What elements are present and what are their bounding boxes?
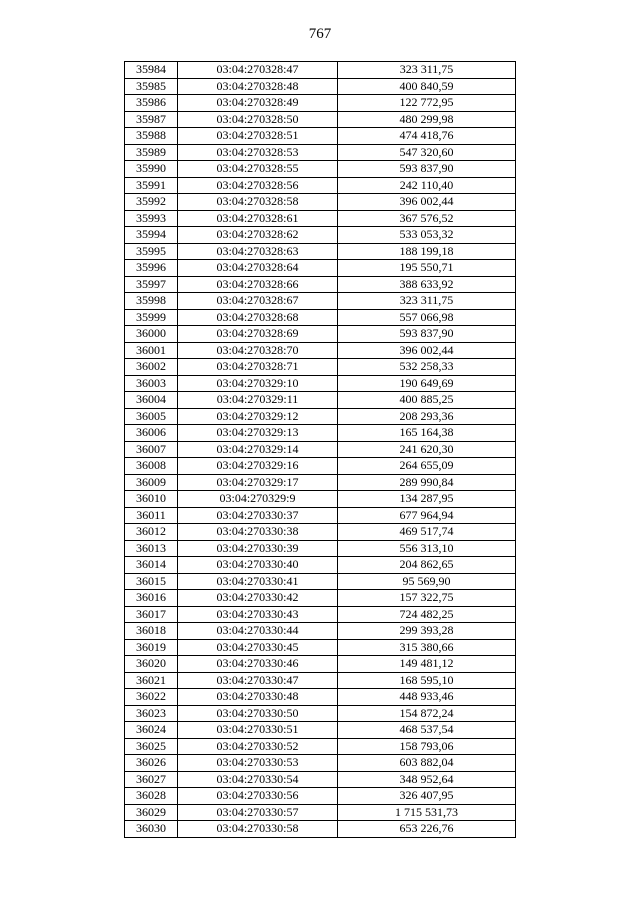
- cadastral-number-cell: 03:04:270330:47: [178, 672, 338, 689]
- table-row: [125, 144, 516, 161]
- row-number-cell: 35988: [125, 128, 178, 145]
- value-cell: 323 311,75: [338, 62, 516, 79]
- table-row: [125, 408, 516, 425]
- cadastral-number-cell: 03:04:270330:57: [178, 804, 338, 821]
- cadastral-number-cell: 03:04:270328:47: [178, 62, 338, 79]
- row-number-cell: 36011: [125, 507, 178, 524]
- row-number-cell: 36008: [125, 458, 178, 475]
- value-cell: 547 320,60: [338, 144, 516, 161]
- cadastral-number-cell: 03:04:270330:50: [178, 705, 338, 722]
- cadastral-number-cell: 03:04:270329:14: [178, 441, 338, 458]
- cadastral-table: [124, 61, 516, 838]
- row-number-cell: 35984: [125, 62, 178, 79]
- cadastral-number-cell: 03:04:270328:56: [178, 177, 338, 194]
- value-cell: 315 380,66: [338, 639, 516, 656]
- row-number-cell: 36004: [125, 392, 178, 409]
- row-number-cell: 35986: [125, 95, 178, 112]
- value-cell: 195 550,71: [338, 260, 516, 277]
- value-cell: 400 840,59: [338, 78, 516, 95]
- cadastral-number-cell: 03:04:270328:51: [178, 128, 338, 145]
- cadastral-number-cell: 03:04:270328:67: [178, 293, 338, 310]
- row-number-cell: 36025: [125, 738, 178, 755]
- value-cell: 323 311,75: [338, 293, 516, 310]
- cadastral-number-cell: 03:04:270328:49: [178, 95, 338, 112]
- value-cell: 348 952,64: [338, 771, 516, 788]
- value-cell: 122 772,95: [338, 95, 516, 112]
- table-row: [125, 672, 516, 689]
- row-number-cell: 35999: [125, 309, 178, 326]
- row-number-cell: 36005: [125, 408, 178, 425]
- table-row: [125, 293, 516, 310]
- row-number-cell: 36012: [125, 524, 178, 541]
- value-cell: 480 299,98: [338, 111, 516, 128]
- cadastral-number-cell: 03:04:270330:48: [178, 689, 338, 706]
- row-number-cell: 36007: [125, 441, 178, 458]
- value-cell: 400 885,25: [338, 392, 516, 409]
- value-cell: 396 002,44: [338, 194, 516, 211]
- row-number-cell: 36003: [125, 375, 178, 392]
- table-row: [125, 210, 516, 227]
- cadastral-number-cell: 03:04:270329:13: [178, 425, 338, 442]
- table-row: [125, 95, 516, 112]
- value-cell: 326 407,95: [338, 788, 516, 805]
- table-row: [125, 342, 516, 359]
- row-number-cell: 36014: [125, 557, 178, 574]
- value-cell: 157 322,75: [338, 590, 516, 607]
- value-cell: 677 964,94: [338, 507, 516, 524]
- table-row: [125, 276, 516, 293]
- table-row: [125, 227, 516, 244]
- cadastral-number-cell: 03:04:270328:71: [178, 359, 338, 376]
- table-row: [125, 111, 516, 128]
- value-cell: 557 066,98: [338, 309, 516, 326]
- row-number-cell: 35990: [125, 161, 178, 178]
- table-row: [125, 821, 516, 838]
- row-number-cell: 36016: [125, 590, 178, 607]
- table-row: [125, 524, 516, 541]
- value-cell: 149 481,12: [338, 656, 516, 673]
- cadastral-number-cell: 03:04:270328:64: [178, 260, 338, 277]
- row-number-cell: 36024: [125, 722, 178, 739]
- cadastral-number-cell: 03:04:270330:42: [178, 590, 338, 607]
- row-number-cell: 35989: [125, 144, 178, 161]
- value-cell: 299 393,28: [338, 623, 516, 640]
- value-cell: 264 655,09: [338, 458, 516, 475]
- cadastral-number-cell: 03:04:270330:43: [178, 606, 338, 623]
- row-number-cell: 36018: [125, 623, 178, 640]
- row-number-cell: 36021: [125, 672, 178, 689]
- cadastral-number-cell: 03:04:270330:58: [178, 821, 338, 838]
- row-number-cell: 35985: [125, 78, 178, 95]
- row-number-cell: 36010: [125, 491, 178, 508]
- cadastral-number-cell: 03:04:270330:54: [178, 771, 338, 788]
- value-cell: 396 002,44: [338, 342, 516, 359]
- row-number-cell: 36023: [125, 705, 178, 722]
- table-row: [125, 623, 516, 640]
- cadastral-number-cell: 03:04:270328:48: [178, 78, 338, 95]
- row-number-cell: 36026: [125, 755, 178, 772]
- value-cell: 603 882,04: [338, 755, 516, 772]
- table-row: [125, 689, 516, 706]
- cadastral-number-cell: 03:04:270330:40: [178, 557, 338, 574]
- cadastral-number-cell: 03:04:270328:58: [178, 194, 338, 211]
- table-row: [125, 656, 516, 673]
- row-number-cell: 36015: [125, 573, 178, 590]
- value-cell: 242 110,40: [338, 177, 516, 194]
- row-number-cell: 36029: [125, 804, 178, 821]
- value-cell: 165 164,38: [338, 425, 516, 442]
- value-cell: 208 293,36: [338, 408, 516, 425]
- cadastral-number-cell: 03:04:270328:66: [178, 276, 338, 293]
- row-number-cell: 36028: [125, 788, 178, 805]
- value-cell: 469 517,74: [338, 524, 516, 541]
- row-number-cell: 35991: [125, 177, 178, 194]
- table-row: [125, 194, 516, 211]
- cadastral-number-cell: 03:04:270329:10: [178, 375, 338, 392]
- row-number-cell: 35993: [125, 210, 178, 227]
- cadastral-number-cell: 03:04:270329:16: [178, 458, 338, 475]
- page-number: 767: [308, 26, 332, 42]
- row-number-cell: 36027: [125, 771, 178, 788]
- value-cell: 190 649,69: [338, 375, 516, 392]
- table-row: [125, 557, 516, 574]
- table-row: [125, 804, 516, 821]
- row-number-cell: 35995: [125, 243, 178, 260]
- cadastral-number-cell: 03:04:270328:69: [178, 326, 338, 343]
- table-row: [125, 375, 516, 392]
- row-number-cell: 36017: [125, 606, 178, 623]
- table-row: [125, 491, 516, 508]
- row-number-cell: 35992: [125, 194, 178, 211]
- cadastral-number-cell: 03:04:270330:37: [178, 507, 338, 524]
- cadastral-number-cell: 03:04:270329:17: [178, 474, 338, 491]
- value-cell: 1 715 531,73: [338, 804, 516, 821]
- table-body: [125, 62, 516, 838]
- cadastral-number-cell: 03:04:270328:61: [178, 210, 338, 227]
- cadastral-number-cell: 03:04:270328:63: [178, 243, 338, 260]
- cadastral-number-cell: 03:04:270330:53: [178, 755, 338, 772]
- table-row: [125, 573, 516, 590]
- row-number-cell: 36022: [125, 689, 178, 706]
- value-cell: 532 258,33: [338, 359, 516, 376]
- table-row: [125, 606, 516, 623]
- cadastral-number-cell: 03:04:270329:9: [178, 491, 338, 508]
- value-cell: 593 837,90: [338, 326, 516, 343]
- table-row: [125, 458, 516, 475]
- cadastral-number-cell: 03:04:270330:45: [178, 639, 338, 656]
- value-cell: 168 595,10: [338, 672, 516, 689]
- row-number-cell: 36000: [125, 326, 178, 343]
- table-row: [125, 738, 516, 755]
- value-cell: 556 313,10: [338, 540, 516, 557]
- value-cell: 158 793,06: [338, 738, 516, 755]
- value-cell: 367 576,52: [338, 210, 516, 227]
- value-cell: 188 199,18: [338, 243, 516, 260]
- value-cell: 154 872,24: [338, 705, 516, 722]
- row-number-cell: 35987: [125, 111, 178, 128]
- table-row: [125, 161, 516, 178]
- value-cell: 289 990,84: [338, 474, 516, 491]
- table-row: [125, 540, 516, 557]
- row-number-cell: 36006: [125, 425, 178, 442]
- table-row: [125, 260, 516, 277]
- row-number-cell: 36009: [125, 474, 178, 491]
- cadastral-number-cell: 03:04:270330:52: [178, 738, 338, 755]
- row-number-cell: 36001: [125, 342, 178, 359]
- table-row: [125, 705, 516, 722]
- value-cell: 134 287,95: [338, 491, 516, 508]
- value-cell: 724 482,25: [338, 606, 516, 623]
- table-row: [125, 441, 516, 458]
- table-row: [125, 788, 516, 805]
- row-number-cell: 36019: [125, 639, 178, 656]
- row-number-cell: 35996: [125, 260, 178, 277]
- row-number-cell: 35994: [125, 227, 178, 244]
- value-cell: 593 837,90: [338, 161, 516, 178]
- row-number-cell: 36030: [125, 821, 178, 838]
- cadastral-number-cell: 03:04:270328:62: [178, 227, 338, 244]
- cadastral-number-cell: 03:04:270328:53: [178, 144, 338, 161]
- table-row: [125, 639, 516, 656]
- cadastral-number-cell: 03:04:270328:70: [178, 342, 338, 359]
- row-number-cell: 35997: [125, 276, 178, 293]
- value-cell: 448 933,46: [338, 689, 516, 706]
- table-row: [125, 590, 516, 607]
- table-row: [125, 771, 516, 788]
- table-row: [125, 425, 516, 442]
- table-row: [125, 722, 516, 739]
- value-cell: 204 862,65: [338, 557, 516, 574]
- cadastral-number-cell: 03:04:270328:68: [178, 309, 338, 326]
- table-row: [125, 755, 516, 772]
- table-row: [125, 78, 516, 95]
- table-row: [125, 507, 516, 524]
- table-row: [125, 474, 516, 491]
- row-number-cell: 36013: [125, 540, 178, 557]
- cadastral-number-cell: 03:04:270330:51: [178, 722, 338, 739]
- value-cell: 474 418,76: [338, 128, 516, 145]
- value-cell: 241 620,30: [338, 441, 516, 458]
- row-number-cell: 36020: [125, 656, 178, 673]
- table-row: [125, 128, 516, 145]
- cadastral-number-cell: 03:04:270328:50: [178, 111, 338, 128]
- cadastral-number-cell: 03:04:270330:38: [178, 524, 338, 541]
- value-cell: 95 569,90: [338, 573, 516, 590]
- table-row: [125, 309, 516, 326]
- table-row: [125, 392, 516, 409]
- value-cell: 533 053,32: [338, 227, 516, 244]
- cadastral-number-cell: 03:04:270330:39: [178, 540, 338, 557]
- cadastral-number-cell: 03:04:270329:11: [178, 392, 338, 409]
- table-row: [125, 62, 516, 79]
- cadastral-number-cell: 03:04:270330:46: [178, 656, 338, 673]
- cadastral-number-cell: 03:04:270328:55: [178, 161, 338, 178]
- row-number-cell: 35998: [125, 293, 178, 310]
- table-row: [125, 359, 516, 376]
- row-number-cell: 36002: [125, 359, 178, 376]
- cadastral-number-cell: 03:04:270330:41: [178, 573, 338, 590]
- value-cell: 653 226,76: [338, 821, 516, 838]
- table-row: [125, 326, 516, 343]
- value-cell: 388 633,92: [338, 276, 516, 293]
- cadastral-number-cell: 03:04:270330:44: [178, 623, 338, 640]
- cadastral-number-cell: 03:04:270329:12: [178, 408, 338, 425]
- cadastral-number-cell: 03:04:270330:56: [178, 788, 338, 805]
- table-row: [125, 177, 516, 194]
- value-cell: 468 537,54: [338, 722, 516, 739]
- table-row: [125, 243, 516, 260]
